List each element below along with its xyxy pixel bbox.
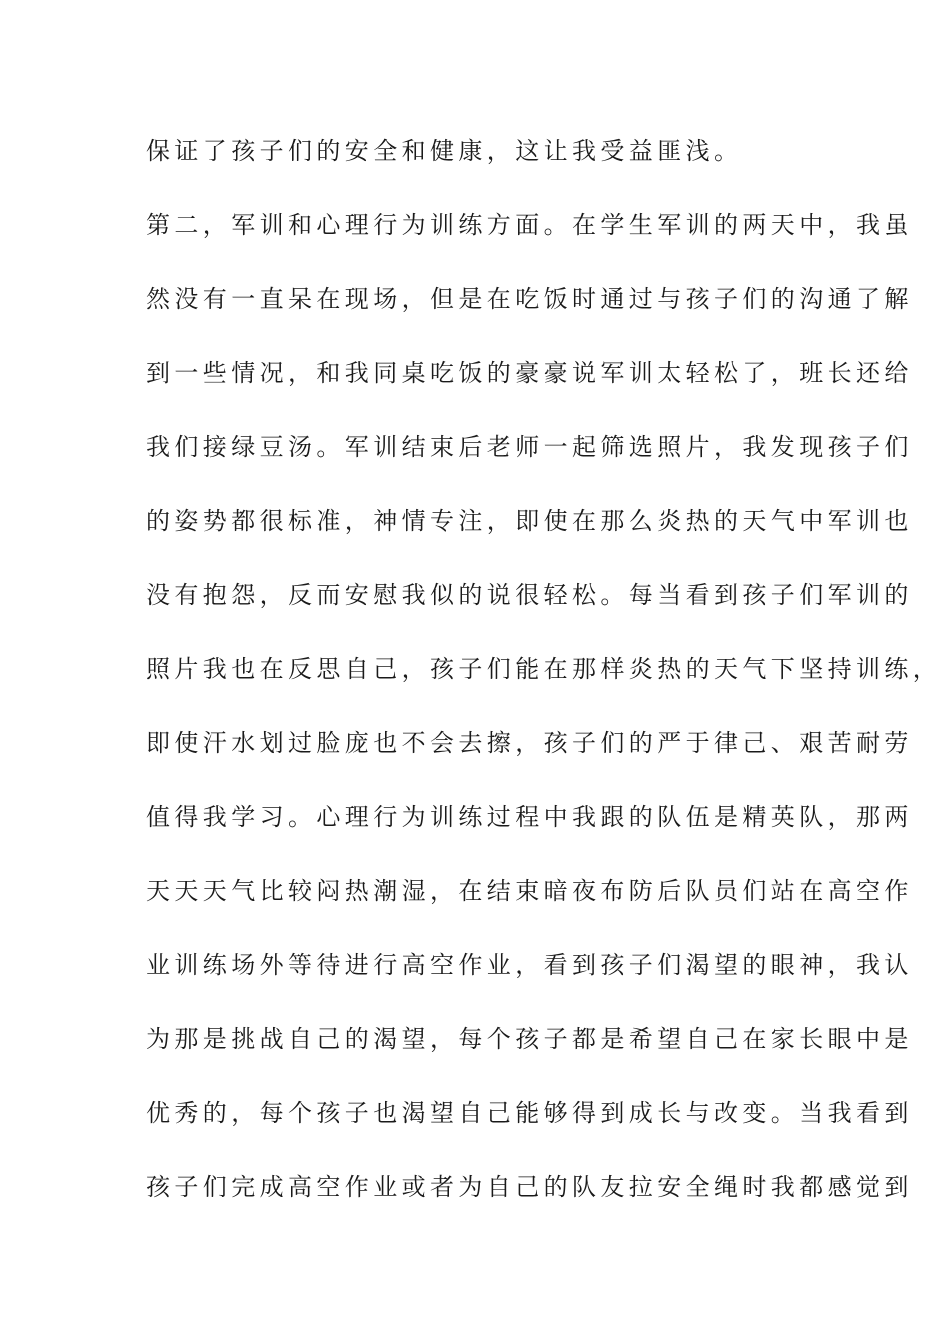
text-line: 没有抱怨，反而安慰我似的说很轻松。每当看到孩子们军训的 xyxy=(146,581,913,609)
text-line: 照片我也在反思自己，孩子们能在那样炎热的天气下坚持训练， xyxy=(146,655,942,683)
text-line: 即使汗水划过脸庞也不会去擦，孩子们的严于律己、艰苦耐劳 xyxy=(146,729,913,757)
text-line: 孩子们完成高空作业或者为自己的队友拉安全绳时我都感觉到 xyxy=(146,1173,913,1201)
text-line: 到一些情况，和我同桌吃饭的豪豪说军训太轻松了，班长还给 xyxy=(146,359,913,387)
text-line: 保证了孩子们的安全和健康，这让我受益匪浅。 xyxy=(146,137,743,165)
text-line: 的姿势都很标准，神情专注，即使在那么炎热的天气中军训也 xyxy=(146,507,913,535)
text-line: 然没有一直呆在现场，但是在吃饭时通过与孩子们的沟通了解 xyxy=(146,285,913,313)
text-line: 值得我学习。心理行为训练过程中我跟的队伍是精英队，那两 xyxy=(146,803,913,831)
text-line: 业训练场外等待进行高空作业，看到孩子们渴望的眼神，我认 xyxy=(146,951,913,979)
text-line: 我们接绿豆汤。军训结束后老师一起筛选照片，我发现孩子们 xyxy=(146,433,913,461)
text-line: 天天天气比较闷热潮湿，在结束暗夜布防后队员们站在高空作 xyxy=(146,877,913,905)
text-line: 第二，军训和心理行为训练方面。在学生军训的两天中，我虽 xyxy=(146,211,913,239)
text-line: 为那是挑战自己的渴望，每个孩子都是希望自己在家长眼中是 xyxy=(146,1025,913,1053)
text-line: 优秀的，每个孩子也渴望自己能够得到成长与改变。当我看到 xyxy=(146,1099,913,1127)
